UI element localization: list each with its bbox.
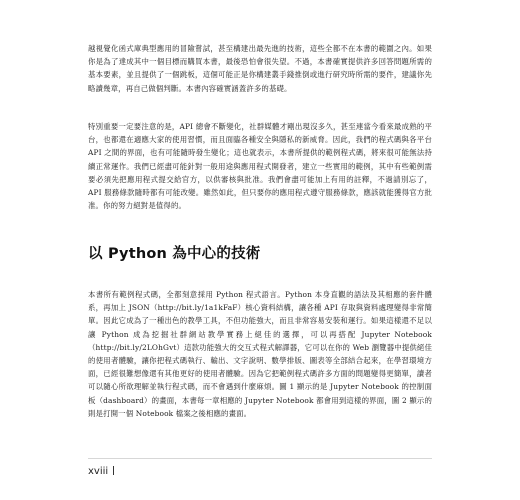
python-paragraph: 本書所有範例程式碼，全都刻意採用 Python 程式語言。Python 本身直觀的語法及其相應的套件體系，再加上 JSON（http://bit.ly/1a1kFaF）核心資料結構，讓各種 API 存取與資料處理變得非常簡單。因此它成為了一種出色的教學工具，不但功能強大，而且非常容易安裝和運行。如果這樣還不足以讓 Python 成為挖掘社群網站教學實務上絕佳的選擇，可以再搭配 Jupyter Notebook（http://bit.ly/2LOhGvt）這款功能強大的交互式程式解譯器，它可以在你的 Web 瀏覽器中提供絕佳的使用者體驗，讓你把程式碼執行、輸出、文字說明、數學排版、圖表等全部結合起來，在學習環境方面，已經很難想像還有其他更好的使用者體驗。因為它把範例程式碼許多方面的問題變得更簡單，讀者可以隨心所欲理解並執行程式碼，而不會遇到什麼麻煩。圖 1 顯示的是 Jupyter Notebook 的控制面板（dashboard）的畫面，本書每一章相應的 Jupyter Notebook 都會用到這樣的界面，圖 2 顯示的則是打開一個 Notebook 檔案之後相應的畫面。 xyxy=(88,290,432,418)
page-number-footer xyxy=(88,466,114,477)
api-note-paragraph: 特別重要一定要注意的是，API 總會不斷變化，社群媒體才剛出現沒多久，甚至連當今看來最成熟的平台，也都還在適應大家的使用習慣，而且面臨各種安全與隱私的新威脅。因此，我們的程式碼與各平台 API 之間的界面，也有可能隨時發生變化；這也就表示，本書所提供的範例程式碼，將來很可能無法持續正常運作。我們已經盡可能針對一般用途與應用程式開發者，建立一些實用的範例，其中有些範例需要必須先把應用程式提交給官方，以供審核與批准。我們會盡可能加上有用的註釋，不過請別忘了，API 服務條款隨時都有可能改變。雖然如此，但只要你的應用程式遵守服務條款，應該就能獲得官方批准。你的努力絕對是值得的。 xyxy=(88,122,432,211)
intro-paragraph-continued: 越視覺化函式庫典型應用的冒險嘗試，甚至構建出最先進的技術，這些全都不在本書的範圍之內。如果你是為了達成其中一個目標而購買本書，最後恐怕會很失望。不過，本書確實提供許多回答問題所需的基本要素，並且提供了一個跳板，這個可能正是你構建叢手錢推倒或進行研究時所需的要件，建議你先略讀幾章，再自己做個判斷。本書內容確實涵蓋許多的基礎。 xyxy=(88,44,432,93)
page-number: xviii xyxy=(88,466,109,477)
footer-divider xyxy=(88,458,432,459)
page-number-separator xyxy=(113,466,114,475)
section-heading: 以 Python 為中心的技術 xyxy=(88,246,261,262)
page-body xyxy=(88,0,432,500)
